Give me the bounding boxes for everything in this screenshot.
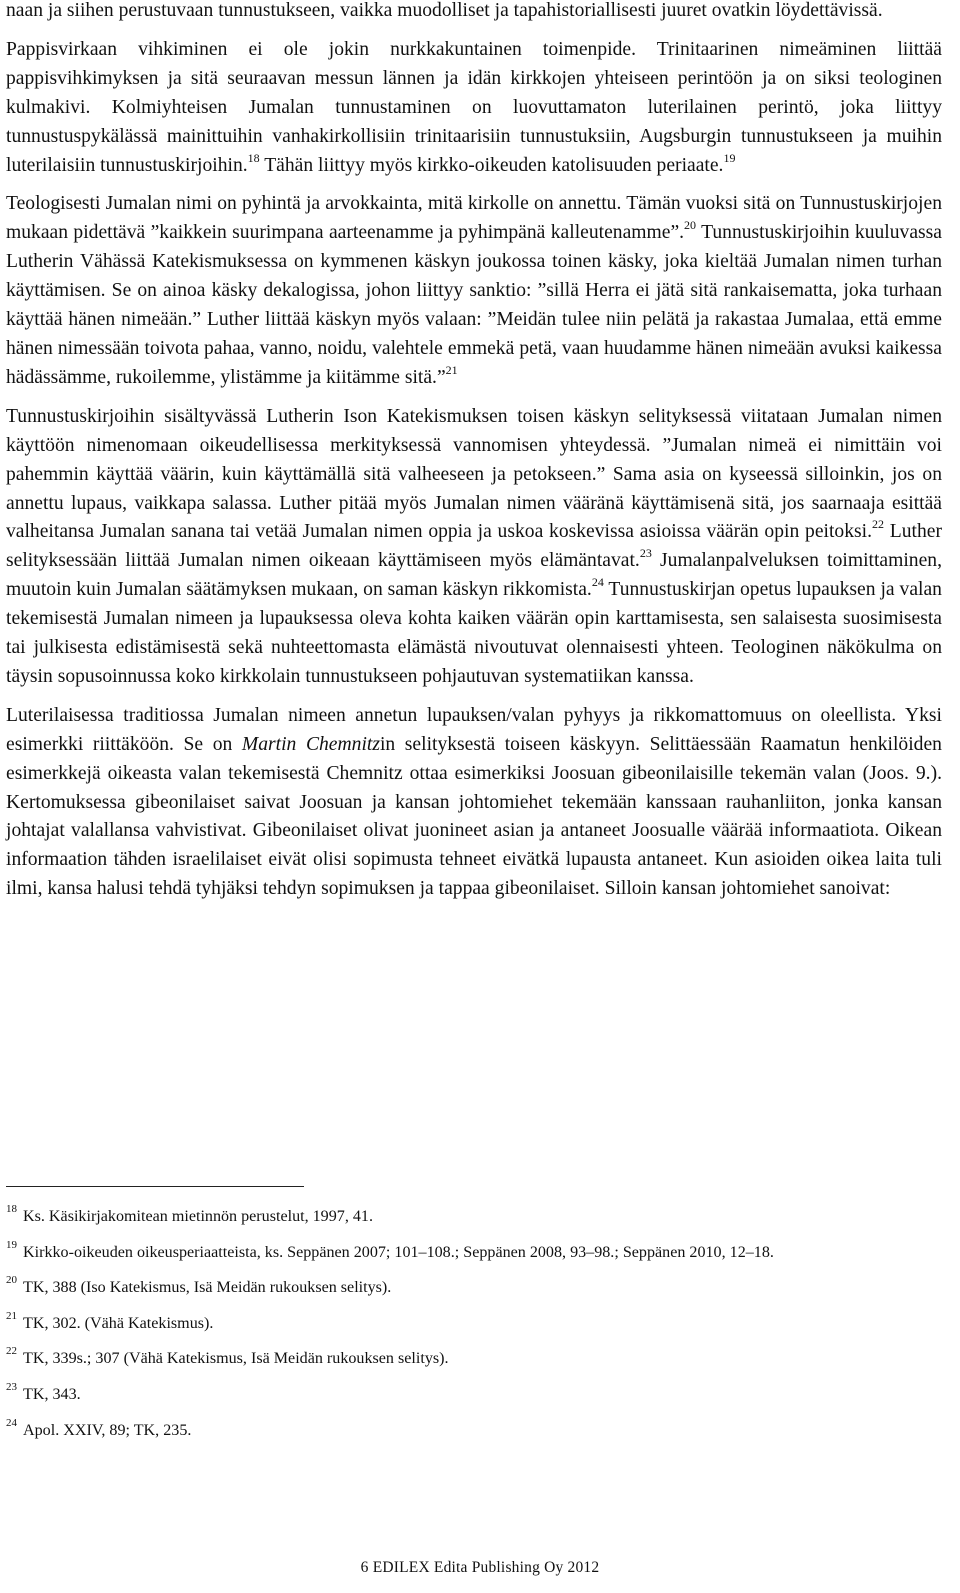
footnote-ref-18[interactable]: 18 xyxy=(247,150,260,165)
paragraph-text: Tunnustuskirjoihin sisältyvässä Lutherin Ison Katekismuksen toisen käskyn selityksessä viitataan Jumalan nimen käyttöön nimenomaan oikeudellisessa merkityksessä vannomisen yhteydessä. ”Jumalan nimeä ei nimittäin voi pahemmin käyttää väärin, kuin käyttämällä sitä valheeseen ja petokseen.” Sama asia on kyseessä silloinkin, jos on annettu lupaus, vaikkapa salassa. Luther pitää myös Jumalan nimen vääränä käyttämisenä sitä, jos saarnaaja esittää valheitansa Jumalan sanana tai vetää Jumalan nimen oppia ja uskoa koskevissa asioissa väärän opin peitoksi. xyxy=(6,405,942,543)
footnote-24 xyxy=(6,1417,942,1446)
footnote-text: Kirkko-oikeuden oikeusperiaatteista, ks. Seppänen 2007; 101–108.; Seppänen 2008, 93–98.; Seppänen 2010, 12–18. xyxy=(23,1243,774,1261)
paragraph-text: Tunnustuskirjoihin kuuluvassa Lutherin Vähässä Katekismuksessa on kymmenen käskyn joukossa toinen käsky, joka kieltää Jumalan nimen turhan käyttämisen. Se on ainoa käsky dekalogissa, johon liittyy sanktio: ”sillä Herra ei jätä sitä rankaisematta, joka turhaan käyttää hänen nimeään.” Luther liittää käskyn myös valaan: ”Meidän tulee niin pelätä ja rakastaa Jumalaa, että emme hänen nimessään toivota pahaa, vanno, noidu, valehtele emmekä petä, vaan huudamme hänen nimeään avuksi kaikessa hädässämme, rukoilemme, ylistämme ja kiitämme sitä.” xyxy=(6,222,942,388)
paragraph-text: Pappisvirkaan vihkiminen ei ole jokin nurkkakuntainen toimenpide. Trinitaarinen nimeäminen liittää pappisvihkimyksen ja sitä seuraavan messun lännen ja idän kirkkojen yhteiseen perintöön ja on siksi teologinen kulmakivi. Kolmiyhteisen Jumalan tunnustaminen on luovuttamaton luterilainen perintö, joka liittyy tunnustuspykälässä mainittuihin vanhakirkollisiin trinitaarisiin tunnustuksiin, Augsburgin tunnustukseen ja muihin luterilaisiin tunnustuskirjoihin. xyxy=(6,38,942,176)
footnote-ref-19[interactable]: 19 xyxy=(723,150,736,165)
footnote-divider xyxy=(6,1186,304,1187)
document-page xyxy=(6,0,942,904)
footnote-22 xyxy=(6,1345,942,1374)
footnote-text: TK, 388 (Iso Katekismus, Isä Meidän rukouksen selitys). xyxy=(23,1279,392,1297)
footnote-18 xyxy=(6,1203,942,1232)
footnote-number: 24 xyxy=(6,1416,17,1429)
footnote-text: TK, 339s.; 307 (Vähä Katekismus, Isä Meidän rukouksen selitys). xyxy=(23,1350,449,1368)
footnote-number: 20 xyxy=(6,1274,17,1287)
footnote-text: TK, 343. xyxy=(23,1385,81,1403)
paragraph-text: Jumalanpalveluksen toimittaminen, muutoin kuin Jumalan säätämyksen mukaan, on saman käskyn rikkomista. xyxy=(6,550,942,601)
footnote-text: Apol. XXIV, 89; TK, 235. xyxy=(23,1421,192,1439)
paragraph-ordination xyxy=(6,36,942,181)
footnote-text: Ks. Käsikirjakomitean mietinnön perustelut, 1997, 41. xyxy=(23,1208,373,1225)
footnote-20 xyxy=(6,1274,942,1303)
footnote-23 xyxy=(6,1381,942,1410)
footnote-ref-24[interactable]: 24 xyxy=(591,575,604,590)
paragraph-text: Luterilaisessa traditiossa Jumalan nimeen annetun lupauksen/valan pyhyys ja rikkomattomuus on oleellista. Yksi esimerkki riittäköön. Se on xyxy=(6,704,942,755)
footnote-ref-22[interactable]: 22 xyxy=(871,517,884,532)
paragraph-text: naan ja siihen perustuvaan tunnustukseen, vaikka muodolliset ja tapahistoriallisesti juuret ovatkin löydettävissä. xyxy=(6,0,883,21)
footnote-number: 22 xyxy=(6,1345,17,1358)
footnote-number: 23 xyxy=(6,1380,17,1393)
footnote-ref-20[interactable]: 20 xyxy=(684,218,697,233)
footnote-text: TK, 302. (Vähä Katekismus). xyxy=(23,1314,214,1332)
paragraph-continuation xyxy=(6,0,942,26)
footnote-number: 19 xyxy=(6,1238,17,1251)
paragraph-text: Tunnustuskirjan opetus lupauksen ja valan tekemisestä Jumalan nimeen ja lupauksessa oleva kohta kaiken väärän opin karttamisesta, sen salaisesta suosimisesta tai julkisesta edistämisestä sekä nuhteettomasta elämästä nivoutuvat olennaisesti yhteen. Teologinen näkökulma on täysin sopusoinnussa koko kirkkolain tunnustukseen pohjautuvan systematiikan kanssa. xyxy=(6,579,942,687)
footnote-ref-21[interactable]: 21 xyxy=(445,362,458,377)
footnote-19 xyxy=(6,1239,942,1268)
footnote-ref-23[interactable]: 23 xyxy=(639,546,652,561)
footnote-21 xyxy=(6,1310,942,1339)
paragraph-large-catechism xyxy=(6,403,942,692)
paragraph-text: in selityksestä toiseen käskyyn. Selittäessään Raamatun henkilöiden esimerkkejä oikeasta valan tekemisestä Chemnitz ottaa esimerkiksi Joosuan gibeonilaisille tekemän valan (Joos. 9.). Kertomuksessa gibeonilaiset saivat Joosuan ja kansan johtomiehet tekemään kanssaan rauhanliiton, jonka kansan johtajat valallansa vahvistivat. Gibeonilaiset olivat juonineet asian ja antaneet Joosualle väärää informaatiota. Oikean informaation tähden israelilaiset eivät olisi sopimusta tehneet eivätkä lupausta antaneet. Kun asioiden oikea laita tuli ilmi, kansa halusi tehdä tyhjäksi tehdyn sopimuksen ja tappaa gibeonilaiset. Silloin kansan johtomiehet sanoivat: xyxy=(6,733,942,900)
footnotes-section xyxy=(6,1203,942,1452)
paragraph-name-of-god xyxy=(6,190,942,392)
paragraph-text: Luther selityksessään liittää Jumalan nimen oikeaan käyttämiseen myös elämäntavat. xyxy=(6,521,942,572)
footnote-number: 21 xyxy=(6,1309,17,1322)
paragraph-text: Tähän liittyy myös kirkko-oikeuden katolisuuden periaate. xyxy=(259,154,724,176)
italic-name: Martin Chemnitz xyxy=(241,733,380,755)
footnote-number: 18 xyxy=(6,1203,17,1215)
paragraph-text: Teologisesti Jumalan nimi on pyhintä ja arvokkainta, mitä kirkolle on annettu. Tämän vuoksi sitä on Tunnustuskirjojen mukaan pidettävä ”kaikkein suurimpana aarteenamme ja pyhimpänä kalleutenamme”. xyxy=(6,193,942,244)
paragraph-lutheran-tradition xyxy=(6,702,942,904)
page-footer: 6 EDILEX Edita Publishing Oy 2012 xyxy=(360,1559,600,1576)
